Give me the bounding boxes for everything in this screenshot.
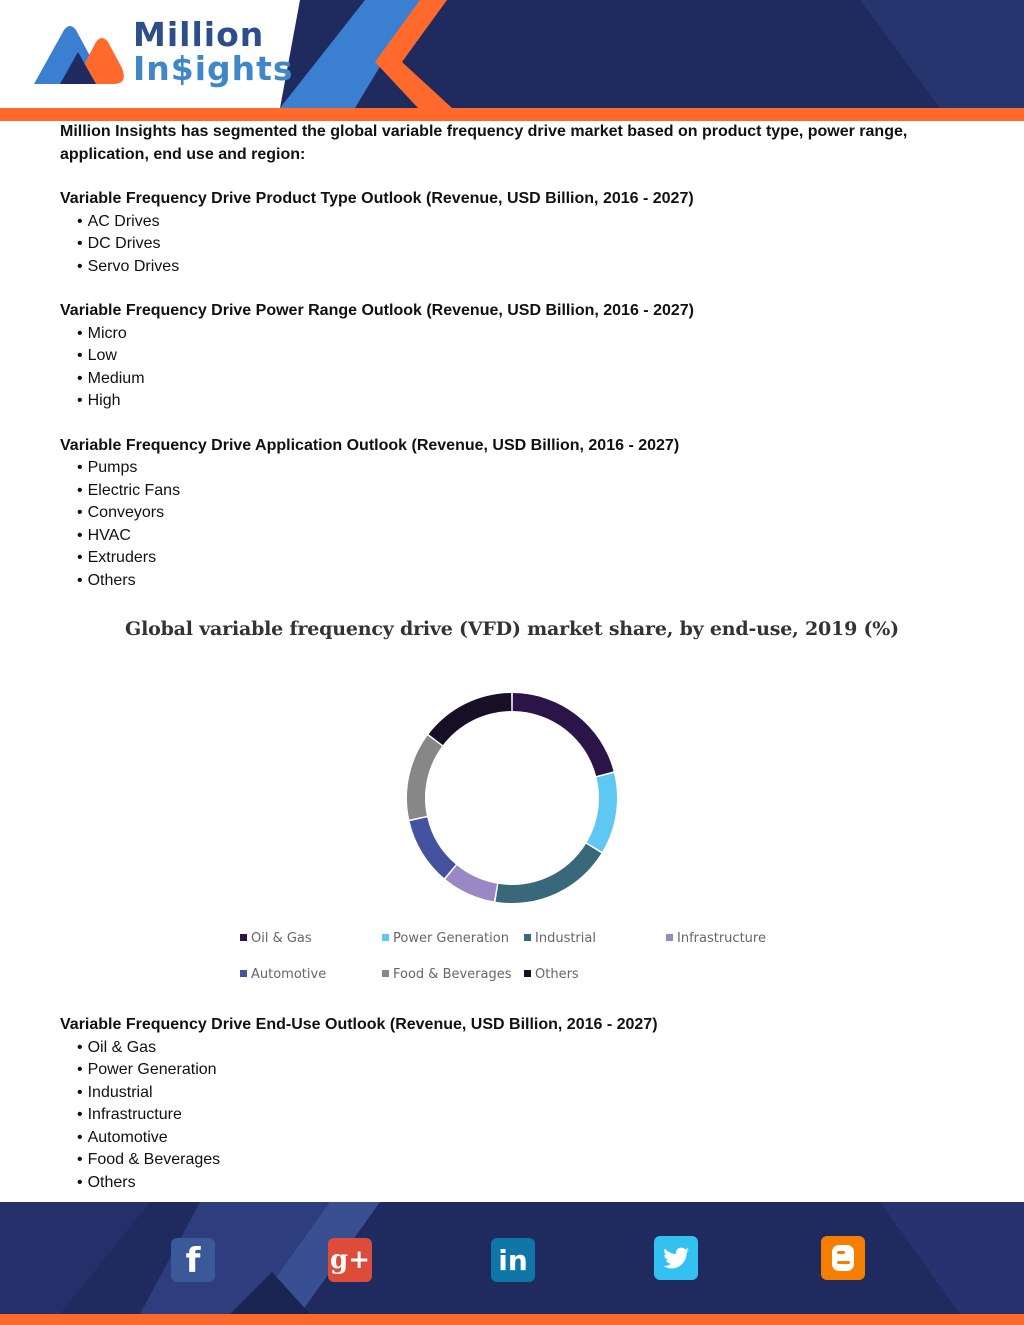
end-use-section	[60, 1014, 658, 1194]
legend-swatch	[240, 934, 247, 941]
donut-slice-infrastructure	[445, 865, 497, 901]
list-item: • Electric Fans	[77, 480, 960, 503]
list-item: • Industrial	[77, 1082, 658, 1105]
legend-swatch	[524, 970, 531, 977]
twitter-bird-icon	[654, 1236, 698, 1280]
list-item: • Infrastructure	[77, 1104, 658, 1127]
list-item: • AC Drives	[77, 211, 960, 234]
list-item: • Servo Drives	[77, 256, 960, 279]
list-item: • Micro	[77, 323, 960, 346]
list-item: • Others	[77, 1172, 658, 1195]
list-item: • DC Drives	[77, 233, 960, 256]
report-content	[60, 121, 960, 592]
donut-slice-food-beverages	[407, 736, 442, 820]
product-type-list	[60, 211, 960, 279]
legend-item-industrial	[524, 931, 596, 946]
donut-slice-oil-gas	[513, 693, 614, 776]
blogger-b-icon	[821, 1236, 865, 1280]
donut-slice-industrial	[496, 844, 602, 903]
linkedin-icon[interactable]	[491, 1238, 535, 1282]
end-use-title: Variable Frequency Drive End-Use Outlook (Revenue, USD Billion, 2016 - 2027)	[60, 1016, 658, 1033]
list-item: • Power Generation	[77, 1059, 658, 1082]
list-item: • Pumps	[77, 457, 960, 480]
brand-name-line1: Million	[133, 15, 265, 54]
power-range-title: Variable Frequency Drive Power Range Outlook (Revenue, USD Billion, 2016 - 2027)	[60, 302, 694, 319]
legend-label: Automotive	[251, 967, 327, 982]
list-item: • Low	[77, 345, 960, 368]
list-item: • Extruders	[77, 547, 960, 570]
list-item: • Oil & Gas	[77, 1037, 658, 1060]
blogger-icon[interactable]	[821, 1236, 865, 1280]
donut-slice-others	[429, 693, 512, 745]
legend-label: Food & Beverages	[393, 967, 512, 982]
list-item: • Automotive	[77, 1127, 658, 1150]
legend-item-automotive	[240, 967, 326, 982]
product-type-title: Variable Frequency Drive Product Type Outlook (Revenue, USD Billion, 2016 - 2027)	[60, 190, 694, 207]
power-range-list	[60, 323, 960, 413]
legend-item-food-beverages	[382, 967, 512, 982]
list-item: • High	[77, 390, 960, 413]
linkedin-glyph: in	[498, 1244, 528, 1277]
application-list	[60, 457, 960, 592]
legend-item-infrastructure	[666, 931, 766, 946]
donut-slice-automotive	[410, 817, 456, 878]
list-item: • Food & Beverages	[77, 1149, 658, 1172]
legend-swatch	[240, 970, 247, 977]
facebook-glyph: f	[185, 1241, 201, 1281]
legend-swatch	[382, 970, 389, 977]
legend-item-power-generation	[382, 931, 509, 946]
legend-label: Oil & Gas	[251, 931, 312, 946]
list-item: • Others	[77, 570, 960, 593]
chart-title: Global variable frequency drive (VFD) market share, by end-use, 2019 (%)	[125, 618, 899, 640]
end-use-list	[60, 1037, 658, 1195]
legend-swatch	[666, 934, 673, 941]
legend-label: Industrial	[535, 931, 596, 946]
list-item: • Conveyors	[77, 502, 960, 525]
legend-swatch	[382, 934, 389, 941]
intro-paragraph: Million Insights has segmented the global variable frequency drive market based on product type, power range, application, end use and region:	[60, 123, 908, 163]
legend-label: Others	[535, 967, 579, 982]
google-plus-icon[interactable]	[328, 1238, 372, 1282]
twitter-icon[interactable]	[654, 1236, 698, 1280]
page-header	[0, 0, 1024, 122]
donut-slice-power-generation	[587, 773, 617, 852]
facebook-icon[interactable]	[171, 1238, 215, 1282]
legend-swatch	[524, 934, 531, 941]
legend-label: Power Generation	[393, 931, 509, 946]
list-item: • HVAC	[77, 525, 960, 548]
application-title: Variable Frequency Drive Application Outlook (Revenue, USD Billion, 2016 - 2027)	[60, 436, 680, 454]
legend-label: Infrastructure	[677, 931, 766, 946]
legend-item-oil-gas	[240, 931, 312, 946]
donut-chart	[404, 688, 620, 908]
legend-item-others	[524, 967, 579, 982]
google-plus-glyph: g+	[330, 1245, 370, 1275]
brand-logo-icon	[30, 22, 130, 102]
brand-name	[133, 15, 294, 88]
list-item: • Medium	[77, 368, 960, 391]
brand-name-line2: In$ights	[133, 49, 294, 88]
